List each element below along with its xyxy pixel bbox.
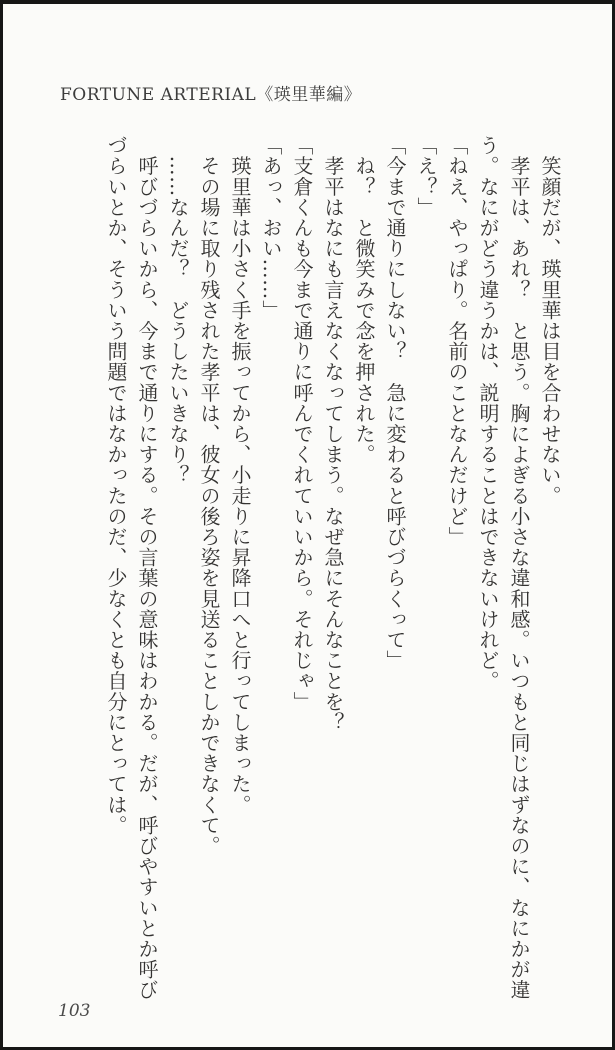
- text-line: 「ねえ、やっぱり。名前のことなんだけど」: [445, 135, 469, 547]
- text-line: 「あっ、おい……」: [259, 135, 283, 321]
- text-line: 「支倉くんも今まで通りに呼んでくれていいから。それじゃ」: [290, 135, 314, 712]
- text-line: 「今まで通りにしない？ 急に変わると呼びづらくって」: [383, 135, 407, 671]
- text-line: 「え？」: [414, 135, 438, 218]
- text-line: その場に取り残された孝平は、彼女の後ろ姿を見送ることしかできなくて。: [197, 135, 221, 856]
- text-line: 瑛里華は小さく手を振ってから、小走りに昇降口へと行ってしまった。: [228, 135, 252, 815]
- text-line: 笑顔だが、瑛里華は目を合わせない。: [538, 135, 562, 506]
- text-line: 孝平は、あれ？ と思う。胸によぎる小さな違和感。いつもと同じはずなのに、なにかが違: [507, 135, 531, 1001]
- text-line: 呼びづらいから、今まで通りにする。その言葉の意味はわかる。だが、呼びやすいとか呼び: [135, 135, 159, 1001]
- text-line: 孝平はなにも言えなくなってしまう。なぜ急にそんなことを？: [321, 135, 345, 733]
- header-title: FORTUNE ARTERIAL《瑛里華編》: [60, 85, 362, 105]
- text-line: ね？ と微笑みで念を押された。: [352, 135, 376, 465]
- page-number: 103: [58, 1001, 91, 1021]
- text-line: ……なんだ？ どうしたいきなり？: [166, 135, 190, 486]
- vertical-text-block: [100, 135, 565, 1001]
- text-line: う。なにがどう違うかは、説明することはできないけれど。: [476, 135, 500, 692]
- text-line: づらいとか、そういう問題ではなかったのだ、少なくとも自分にとっては。: [104, 135, 128, 836]
